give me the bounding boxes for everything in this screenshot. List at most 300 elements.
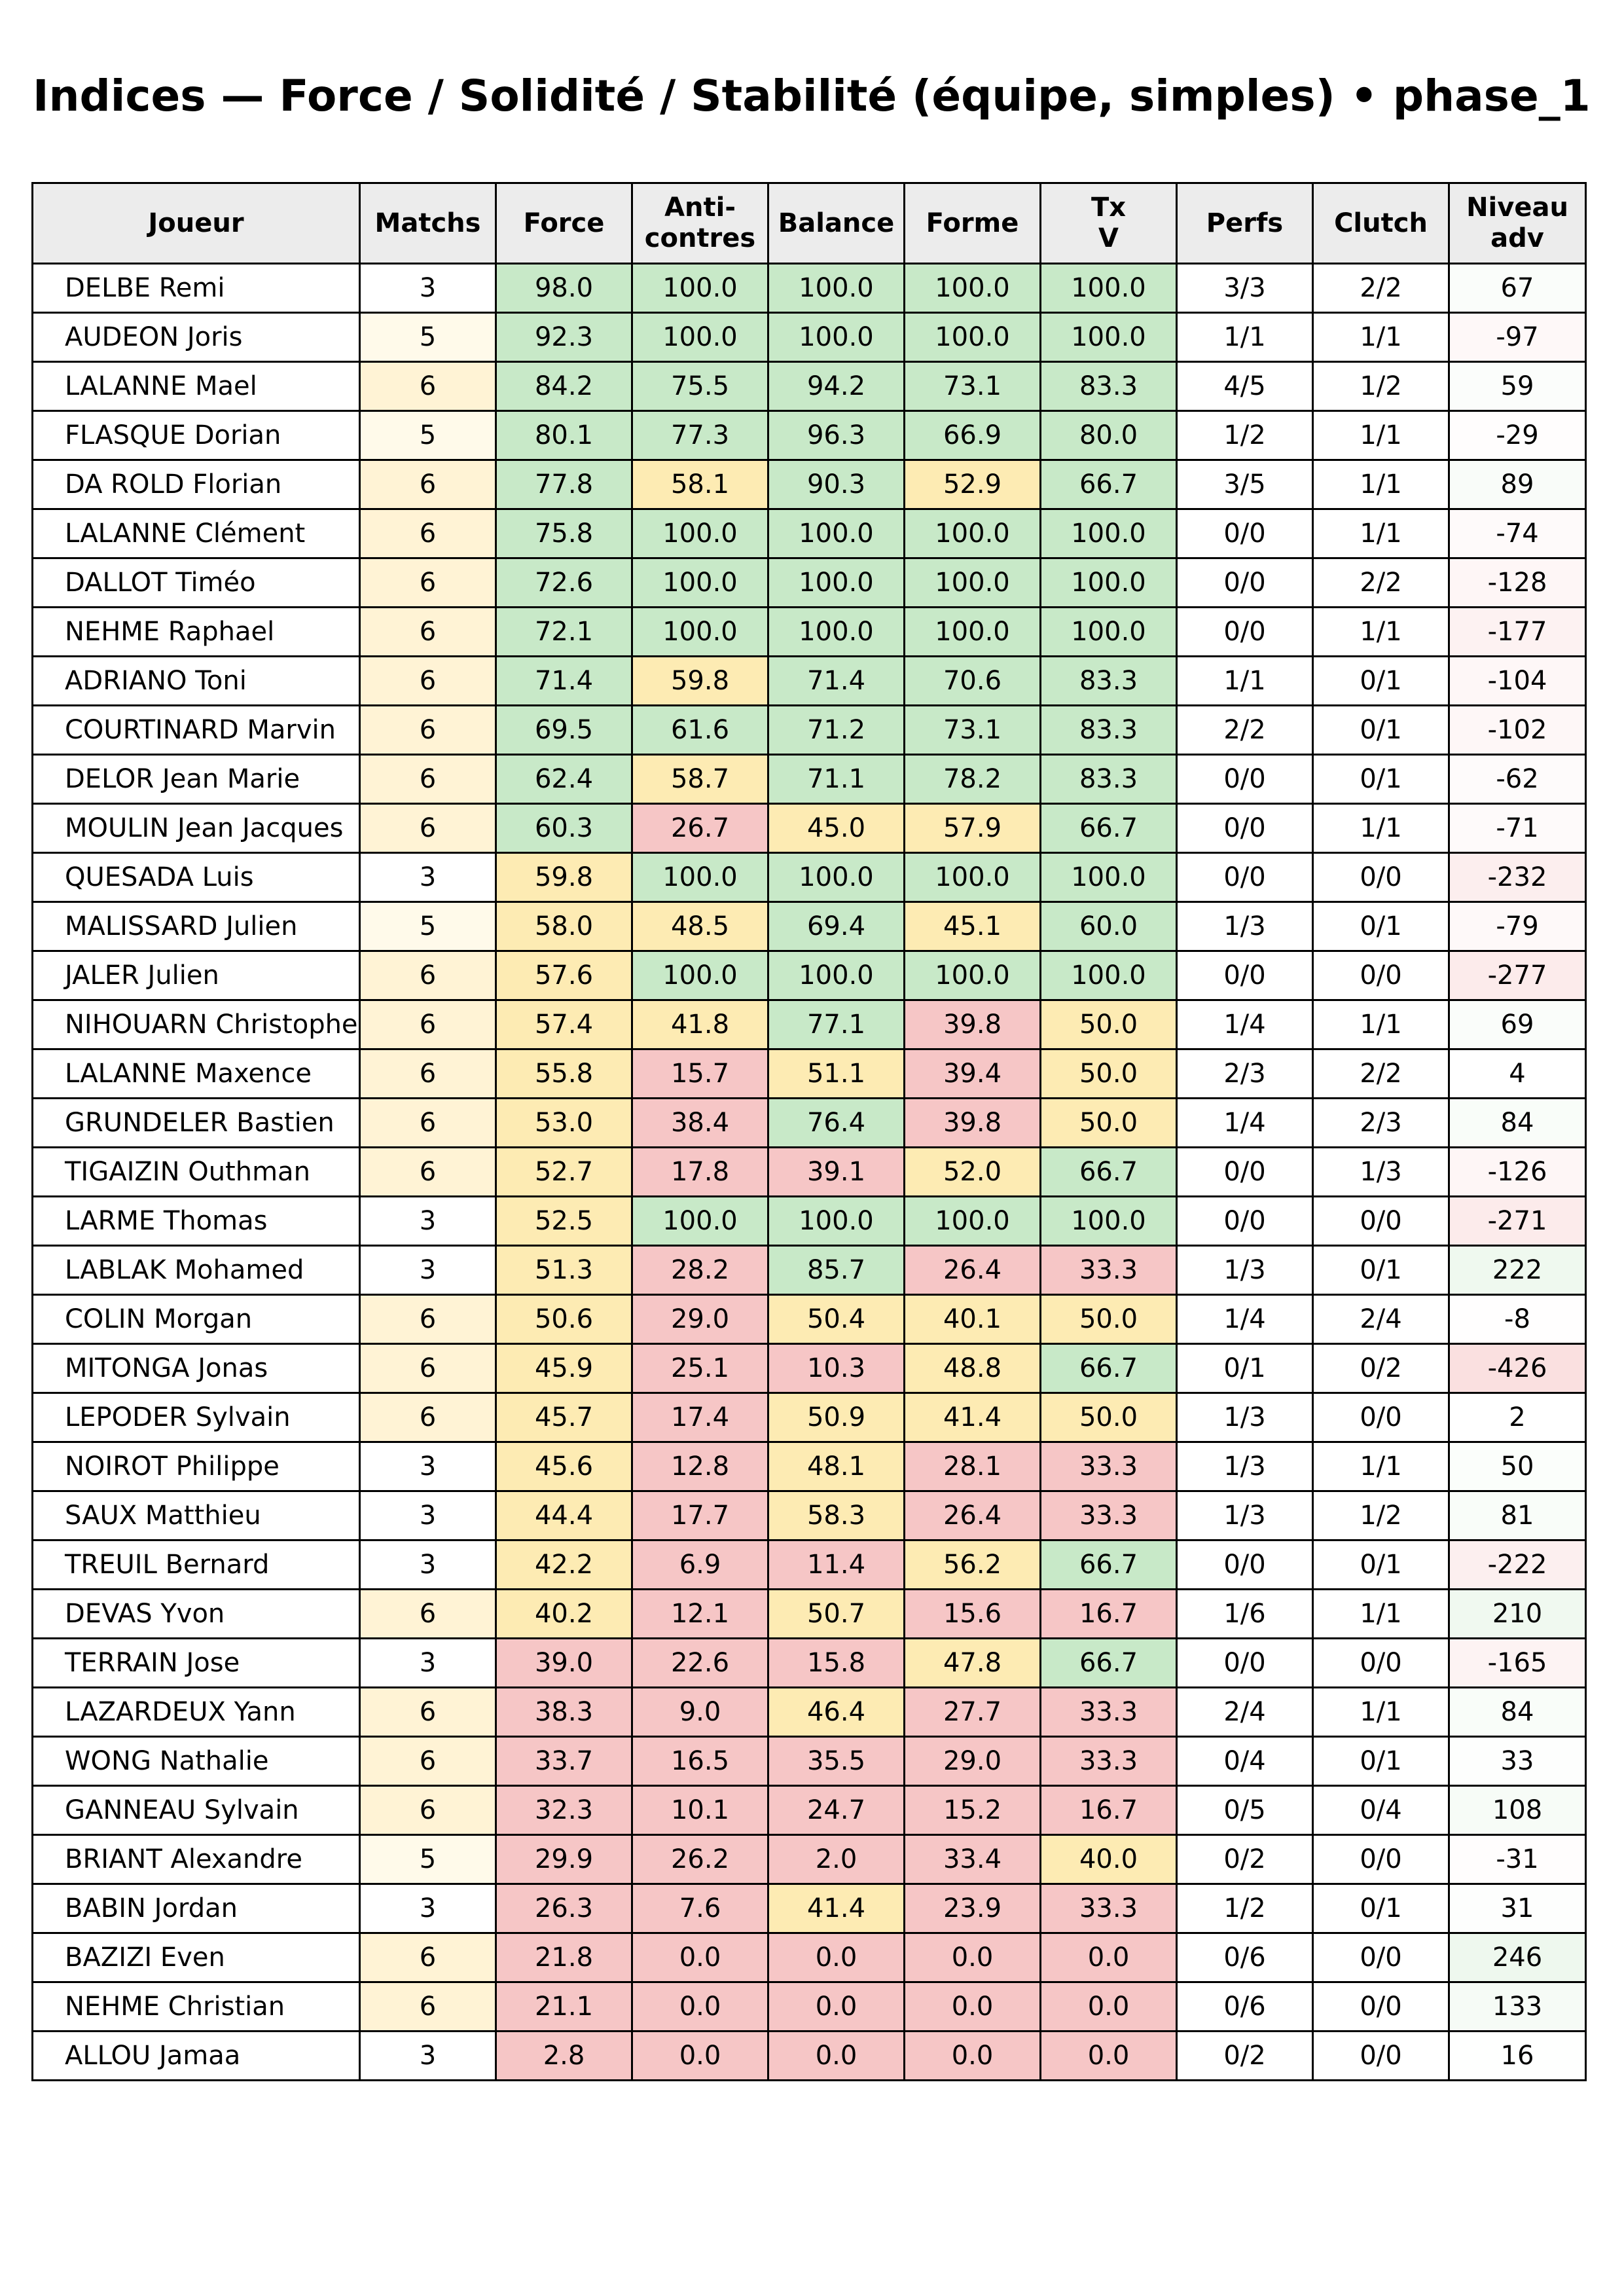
cell-forme: 28.1: [905, 1442, 1041, 1491]
cell-perfs: 0/0: [1177, 853, 1313, 902]
table-row: [33, 1639, 1586, 1688]
cell-anti-contres: 48.5: [632, 902, 768, 951]
cell-anti-contres: 100.0: [632, 1197, 768, 1246]
cell-force: 52.5: [496, 1197, 632, 1246]
cell-tx-v: 60.0: [1041, 902, 1177, 951]
cell-joueur: MITONGA Jonas: [33, 1344, 360, 1393]
table-row: [33, 853, 1586, 902]
cell-niveau-adv: -177: [1449, 608, 1586, 657]
cell-niveau-adv: 50: [1449, 1442, 1586, 1491]
cell-joueur: NIHOUARN Christophe: [33, 1000, 360, 1049]
cell-anti-contres: 12.8: [632, 1442, 768, 1491]
cell-perfs: 0/0: [1177, 755, 1313, 804]
cell-balance: 50.9: [768, 1393, 905, 1442]
cell-anti-contres: 29.0: [632, 1295, 768, 1344]
cell-matchs: 6: [360, 1786, 496, 1835]
cell-joueur: DA ROLD Florian: [33, 460, 360, 509]
cell-force: 84.2: [496, 362, 632, 411]
cell-joueur: DEVAS Yvon: [33, 1590, 360, 1639]
cell-clutch: 0/0: [1313, 1982, 1449, 2032]
cell-perfs: 0/0: [1177, 951, 1313, 1000]
cell-anti-contres: 75.5: [632, 362, 768, 411]
cell-niveau-adv: -102: [1449, 706, 1586, 755]
cell-clutch: 0/1: [1313, 755, 1449, 804]
cell-joueur: ALLOU Jamaa: [33, 2032, 360, 2081]
cell-niveau-adv: -232: [1449, 853, 1586, 902]
cell-clutch: 2/2: [1313, 264, 1449, 313]
cell-niveau-adv: -97: [1449, 313, 1586, 362]
cell-clutch: 0/0: [1313, 2032, 1449, 2081]
cell-force: 21.1: [496, 1982, 632, 2032]
cell-force: 77.8: [496, 460, 632, 509]
table-row: [33, 1442, 1586, 1491]
cell-joueur: BAZIZI Even: [33, 1933, 360, 1982]
cell-forme: 29.0: [905, 1737, 1041, 1786]
cell-matchs: 3: [360, 1884, 496, 1933]
cell-perfs: 0/0: [1177, 1639, 1313, 1688]
cell-matchs: 6: [360, 1982, 496, 2032]
cell-balance: 2.0: [768, 1835, 905, 1884]
cell-balance: 100.0: [768, 558, 905, 608]
table-row: [33, 313, 1586, 362]
cell-balance: 58.3: [768, 1491, 905, 1540]
cell-perfs: 0/0: [1177, 1540, 1313, 1590]
cell-perfs: 1/4: [1177, 1295, 1313, 1344]
cell-force: 71.4: [496, 657, 632, 706]
cell-niveau-adv: -222: [1449, 1540, 1586, 1590]
cell-clutch: 0/1: [1313, 1884, 1449, 1933]
cell-matchs: 6: [360, 509, 496, 558]
cell-anti-contres: 10.1: [632, 1786, 768, 1835]
cell-perfs: 0/0: [1177, 804, 1313, 853]
cell-force: 42.2: [496, 1540, 632, 1590]
cell-perfs: 0/0: [1177, 1197, 1313, 1246]
cell-forme: 73.1: [905, 362, 1041, 411]
cell-matchs: 3: [360, 1491, 496, 1540]
cell-perfs: 0/0: [1177, 509, 1313, 558]
cell-tx-v: 16.7: [1041, 1590, 1177, 1639]
cell-forme: 27.7: [905, 1688, 1041, 1737]
cell-forme: 100.0: [905, 1197, 1041, 1246]
cell-perfs: 1/2: [1177, 1884, 1313, 1933]
cell-perfs: 1/3: [1177, 1442, 1313, 1491]
cell-clutch: 1/1: [1313, 608, 1449, 657]
cell-perfs: 2/4: [1177, 1688, 1313, 1737]
table-row: [33, 1786, 1586, 1835]
cell-balance: 48.1: [768, 1442, 905, 1491]
cell-balance: 90.3: [768, 460, 905, 509]
cell-clutch: 1/1: [1313, 1442, 1449, 1491]
cell-tx-v: 40.0: [1041, 1835, 1177, 1884]
header-joueur: Joueur: [33, 183, 360, 264]
cell-balance: 45.0: [768, 804, 905, 853]
cell-matchs: 3: [360, 1246, 496, 1295]
cell-force: 29.9: [496, 1835, 632, 1884]
cell-matchs: 6: [360, 1590, 496, 1639]
cell-joueur: TIGAIZIN Outhman: [33, 1148, 360, 1197]
cell-force: 72.6: [496, 558, 632, 608]
cell-clutch: 2/3: [1313, 1099, 1449, 1148]
cell-balance: 51.1: [768, 1049, 905, 1099]
cell-niveau-adv: 16: [1449, 2032, 1586, 2081]
cell-forme: 52.0: [905, 1148, 1041, 1197]
cell-matchs: 5: [360, 902, 496, 951]
cell-anti-contres: 17.4: [632, 1393, 768, 1442]
cell-niveau-adv: 4: [1449, 1049, 1586, 1099]
cell-forme: 39.8: [905, 1099, 1041, 1148]
cell-force: 55.8: [496, 1049, 632, 1099]
cell-niveau-adv: 222: [1449, 1246, 1586, 1295]
cell-forme: 52.9: [905, 460, 1041, 509]
table-row: [33, 1246, 1586, 1295]
cell-matchs: 6: [360, 951, 496, 1000]
cell-anti-contres: 100.0: [632, 853, 768, 902]
cell-clutch: 1/1: [1313, 460, 1449, 509]
cell-force: 50.6: [496, 1295, 632, 1344]
cell-forme: 0.0: [905, 1982, 1041, 2032]
cell-tx-v: 100.0: [1041, 313, 1177, 362]
table-row: [33, 2032, 1586, 2081]
cell-matchs: 3: [360, 1442, 496, 1491]
cell-clutch: 0/0: [1313, 853, 1449, 902]
cell-niveau-adv: -62: [1449, 755, 1586, 804]
cell-clutch: 2/2: [1313, 558, 1449, 608]
header-balance: Balance: [768, 183, 905, 264]
cell-tx-v: 33.3: [1041, 1884, 1177, 1933]
page-title: Indices — Force / Solidité / Stabilité (équipe, simples) • phase_1: [33, 71, 1591, 121]
cell-clutch: 0/2: [1313, 1344, 1449, 1393]
cell-perfs: 3/5: [1177, 460, 1313, 509]
cell-force: 59.8: [496, 853, 632, 902]
cell-anti-contres: 26.2: [632, 1835, 768, 1884]
cell-joueur: LEPODER Sylvain: [33, 1393, 360, 1442]
cell-niveau-adv: 108: [1449, 1786, 1586, 1835]
table-row: [33, 1982, 1586, 2032]
cell-clutch: 1/1: [1313, 509, 1449, 558]
cell-matchs: 6: [360, 1344, 496, 1393]
cell-forme: 45.1: [905, 902, 1041, 951]
cell-balance: 35.5: [768, 1737, 905, 1786]
cell-anti-contres: 77.3: [632, 411, 768, 460]
cell-balance: 0.0: [768, 1933, 905, 1982]
table-row: [33, 755, 1586, 804]
cell-force: 72.1: [496, 608, 632, 657]
cell-matchs: 6: [360, 755, 496, 804]
table-row: [33, 1688, 1586, 1737]
table-row: [33, 362, 1586, 411]
cell-clutch: 0/1: [1313, 706, 1449, 755]
cell-tx-v: 0.0: [1041, 1982, 1177, 2032]
cell-tx-v: 100.0: [1041, 951, 1177, 1000]
cell-clutch: 0/0: [1313, 951, 1449, 1000]
cell-balance: 96.3: [768, 411, 905, 460]
cell-tx-v: 100.0: [1041, 853, 1177, 902]
cell-niveau-adv: -74: [1449, 509, 1586, 558]
cell-tx-v: 50.0: [1041, 1393, 1177, 1442]
cell-joueur: NEHME Christian: [33, 1982, 360, 2032]
cell-forme: 100.0: [905, 853, 1041, 902]
cell-tx-v: 66.7: [1041, 460, 1177, 509]
cell-forme: 0.0: [905, 2032, 1041, 2081]
cell-balance: 50.7: [768, 1590, 905, 1639]
cell-clutch: 0/1: [1313, 1737, 1449, 1786]
cell-anti-contres: 58.1: [632, 460, 768, 509]
cell-clutch: 1/1: [1313, 411, 1449, 460]
cell-perfs: 2/3: [1177, 1049, 1313, 1099]
cell-joueur: QUESADA Luis: [33, 853, 360, 902]
cell-joueur: BRIANT Alexandre: [33, 1835, 360, 1884]
cell-matchs: 6: [360, 1099, 496, 1148]
cell-matchs: 3: [360, 1540, 496, 1590]
cell-anti-contres: 0.0: [632, 1982, 768, 2032]
cell-niveau-adv: -277: [1449, 951, 1586, 1000]
cell-joueur: NOIROT Philippe: [33, 1442, 360, 1491]
cell-clutch: 1/1: [1313, 1688, 1449, 1737]
cell-force: 26.3: [496, 1884, 632, 1933]
cell-matchs: 3: [360, 1639, 496, 1688]
cell-joueur: LARME Thomas: [33, 1197, 360, 1246]
cell-forme: 39.8: [905, 1000, 1041, 1049]
cell-clutch: 0/0: [1313, 1639, 1449, 1688]
cell-niveau-adv: 89: [1449, 460, 1586, 509]
cell-joueur: GANNEAU Sylvain: [33, 1786, 360, 1835]
cell-joueur: AUDEON Joris: [33, 313, 360, 362]
cell-force: 69.5: [496, 706, 632, 755]
cell-joueur: COURTINARD Marvin: [33, 706, 360, 755]
cell-matchs: 5: [360, 313, 496, 362]
cell-joueur: ADRIANO Toni: [33, 657, 360, 706]
cell-forme: 41.4: [905, 1393, 1041, 1442]
cell-balance: 10.3: [768, 1344, 905, 1393]
cell-perfs: 1/3: [1177, 1491, 1313, 1540]
cell-joueur: TREUIL Bernard: [33, 1540, 360, 1590]
cell-anti-contres: 61.6: [632, 706, 768, 755]
cell-joueur: MOULIN Jean Jacques: [33, 804, 360, 853]
cell-clutch: 0/4: [1313, 1786, 1449, 1835]
cell-anti-contres: 100.0: [632, 558, 768, 608]
cell-matchs: 6: [360, 804, 496, 853]
cell-balance: 100.0: [768, 1197, 905, 1246]
cell-matchs: 6: [360, 1295, 496, 1344]
cell-joueur: LABLAK Mohamed: [33, 1246, 360, 1295]
cell-clutch: 0/0: [1313, 1393, 1449, 1442]
table-row: [33, 264, 1586, 313]
cell-anti-contres: 15.7: [632, 1049, 768, 1099]
cell-perfs: 1/6: [1177, 1590, 1313, 1639]
cell-clutch: 1/2: [1313, 362, 1449, 411]
cell-matchs: 6: [360, 1049, 496, 1099]
cell-perfs: 0/2: [1177, 2032, 1313, 2081]
cell-matchs: 6: [360, 558, 496, 608]
cell-tx-v: 66.7: [1041, 1540, 1177, 1590]
cell-matchs: 6: [360, 1933, 496, 1982]
cell-tx-v: 66.7: [1041, 804, 1177, 853]
cell-perfs: 0/5: [1177, 1786, 1313, 1835]
cell-anti-contres: 0.0: [632, 2032, 768, 2081]
cell-balance: 100.0: [768, 608, 905, 657]
cell-matchs: 3: [360, 2032, 496, 2081]
cell-forme: 70.6: [905, 657, 1041, 706]
cell-forme: 100.0: [905, 558, 1041, 608]
table-row: [33, 411, 1586, 460]
cell-force: 39.0: [496, 1639, 632, 1688]
cell-forme: 100.0: [905, 313, 1041, 362]
cell-joueur: BABIN Jordan: [33, 1884, 360, 1933]
cell-tx-v: 0.0: [1041, 2032, 1177, 2081]
cell-clutch: 2/4: [1313, 1295, 1449, 1344]
cell-forme: 57.9: [905, 804, 1041, 853]
cell-tx-v: 0.0: [1041, 1933, 1177, 1982]
cell-forme: 48.8: [905, 1344, 1041, 1393]
cell-tx-v: 33.3: [1041, 1442, 1177, 1491]
cell-force: 40.2: [496, 1590, 632, 1639]
cell-joueur: LALANNE Maxence: [33, 1049, 360, 1099]
cell-anti-contres: 58.7: [632, 755, 768, 804]
cell-niveau-adv: 210: [1449, 1590, 1586, 1639]
header-perfs: Perfs: [1177, 183, 1313, 264]
cell-perfs: 1/3: [1177, 902, 1313, 951]
table-row: [33, 902, 1586, 951]
cell-tx-v: 83.3: [1041, 362, 1177, 411]
table-row: [33, 608, 1586, 657]
cell-forme: 40.1: [905, 1295, 1041, 1344]
cell-tx-v: 33.3: [1041, 1688, 1177, 1737]
header-forme: Forme: [905, 183, 1041, 264]
cell-clutch: 0/1: [1313, 1540, 1449, 1590]
cell-balance: 100.0: [768, 313, 905, 362]
cell-niveau-adv: 67: [1449, 264, 1586, 313]
cell-force: 45.6: [496, 1442, 632, 1491]
cell-matchs: 6: [360, 1000, 496, 1049]
cell-tx-v: 100.0: [1041, 558, 1177, 608]
cell-force: 52.7: [496, 1148, 632, 1197]
cell-niveau-adv: -426: [1449, 1344, 1586, 1393]
cell-niveau-adv: 31: [1449, 1884, 1586, 1933]
table-row: [33, 1344, 1586, 1393]
cell-force: 38.3: [496, 1688, 632, 1737]
cell-balance: 100.0: [768, 853, 905, 902]
cell-perfs: 0/0: [1177, 558, 1313, 608]
cell-matchs: 6: [360, 657, 496, 706]
cell-matchs: 6: [360, 362, 496, 411]
cell-force: 75.8: [496, 509, 632, 558]
cell-clutch: 2/2: [1313, 1049, 1449, 1099]
cell-niveau-adv: 33: [1449, 1737, 1586, 1786]
cell-perfs: 1/4: [1177, 1000, 1313, 1049]
cell-matchs: 6: [360, 1393, 496, 1442]
cell-perfs: 0/0: [1177, 1148, 1313, 1197]
cell-anti-contres: 41.8: [632, 1000, 768, 1049]
cell-forme: 73.1: [905, 706, 1041, 755]
cell-force: 60.3: [496, 804, 632, 853]
cell-tx-v: 100.0: [1041, 1197, 1177, 1246]
header-force: Force: [496, 183, 632, 264]
cell-tx-v: 100.0: [1041, 509, 1177, 558]
cell-anti-contres: 17.7: [632, 1491, 768, 1540]
table-row: [33, 1049, 1586, 1099]
cell-matchs: 3: [360, 853, 496, 902]
cell-forme: 100.0: [905, 509, 1041, 558]
cell-anti-contres: 6.9: [632, 1540, 768, 1590]
cell-niveau-adv: -104: [1449, 657, 1586, 706]
cell-force: 44.4: [496, 1491, 632, 1540]
cell-matchs: 6: [360, 1688, 496, 1737]
cell-balance: 0.0: [768, 2032, 905, 2081]
cell-tx-v: 33.3: [1041, 1491, 1177, 1540]
cell-forme: 15.2: [905, 1786, 1041, 1835]
cell-balance: 77.1: [768, 1000, 905, 1049]
cell-perfs: 0/1: [1177, 1344, 1313, 1393]
table-row: [33, 1099, 1586, 1148]
cell-tx-v: 50.0: [1041, 1049, 1177, 1099]
cell-balance: 46.4: [768, 1688, 905, 1737]
cell-clutch: 0/1: [1313, 902, 1449, 951]
cell-clutch: 0/0: [1313, 1933, 1449, 1982]
cell-joueur: NEHME Raphael: [33, 608, 360, 657]
cell-balance: 39.1: [768, 1148, 905, 1197]
table-row: [33, 804, 1586, 853]
cell-niveau-adv: 2: [1449, 1393, 1586, 1442]
cell-forme: 78.2: [905, 755, 1041, 804]
cell-force: 98.0: [496, 264, 632, 313]
cell-balance: 85.7: [768, 1246, 905, 1295]
cell-anti-contres: 100.0: [632, 608, 768, 657]
cell-clutch: 0/1: [1313, 1246, 1449, 1295]
table-row: [33, 1590, 1586, 1639]
cell-balance: 41.4: [768, 1884, 905, 1933]
cell-joueur: SAUX Matthieu: [33, 1491, 360, 1540]
cell-anti-contres: 100.0: [632, 951, 768, 1000]
header-tx-v: Tx V: [1041, 183, 1177, 264]
table-row: [33, 1933, 1586, 1982]
cell-niveau-adv: -31: [1449, 1835, 1586, 1884]
table-row: [33, 657, 1586, 706]
cell-clutch: 1/1: [1313, 1000, 1449, 1049]
cell-forme: 15.6: [905, 1590, 1041, 1639]
cell-niveau-adv: -271: [1449, 1197, 1586, 1246]
cell-forme: 66.9: [905, 411, 1041, 460]
cell-anti-contres: 59.8: [632, 657, 768, 706]
cell-clutch: 1/1: [1313, 804, 1449, 853]
cell-anti-contres: 25.1: [632, 1344, 768, 1393]
cell-forme: 23.9: [905, 1884, 1041, 1933]
cell-forme: 100.0: [905, 608, 1041, 657]
cell-anti-contres: 100.0: [632, 264, 768, 313]
cell-matchs: 6: [360, 706, 496, 755]
cell-force: 80.1: [496, 411, 632, 460]
cell-balance: 71.2: [768, 706, 905, 755]
cell-balance: 76.4: [768, 1099, 905, 1148]
cell-perfs: 1/1: [1177, 657, 1313, 706]
cell-anti-contres: 38.4: [632, 1099, 768, 1148]
cell-niveau-adv: 246: [1449, 1933, 1586, 1982]
table-row: [33, 460, 1586, 509]
header-niveau-adv: Niveau adv: [1449, 183, 1586, 264]
cell-niveau-adv: -29: [1449, 411, 1586, 460]
cell-clutch: 1/1: [1313, 313, 1449, 362]
cell-force: 45.7: [496, 1393, 632, 1442]
cell-balance: 71.1: [768, 755, 905, 804]
cell-perfs: 4/5: [1177, 362, 1313, 411]
cell-joueur: TERRAIN Jose: [33, 1639, 360, 1688]
cell-niveau-adv: 84: [1449, 1688, 1586, 1737]
cell-tx-v: 16.7: [1041, 1786, 1177, 1835]
cell-forme: 26.4: [905, 1246, 1041, 1295]
cell-force: 32.3: [496, 1786, 632, 1835]
cell-joueur: GRUNDELER Bastien: [33, 1099, 360, 1148]
cell-niveau-adv: -128: [1449, 558, 1586, 608]
cell-tx-v: 83.3: [1041, 657, 1177, 706]
